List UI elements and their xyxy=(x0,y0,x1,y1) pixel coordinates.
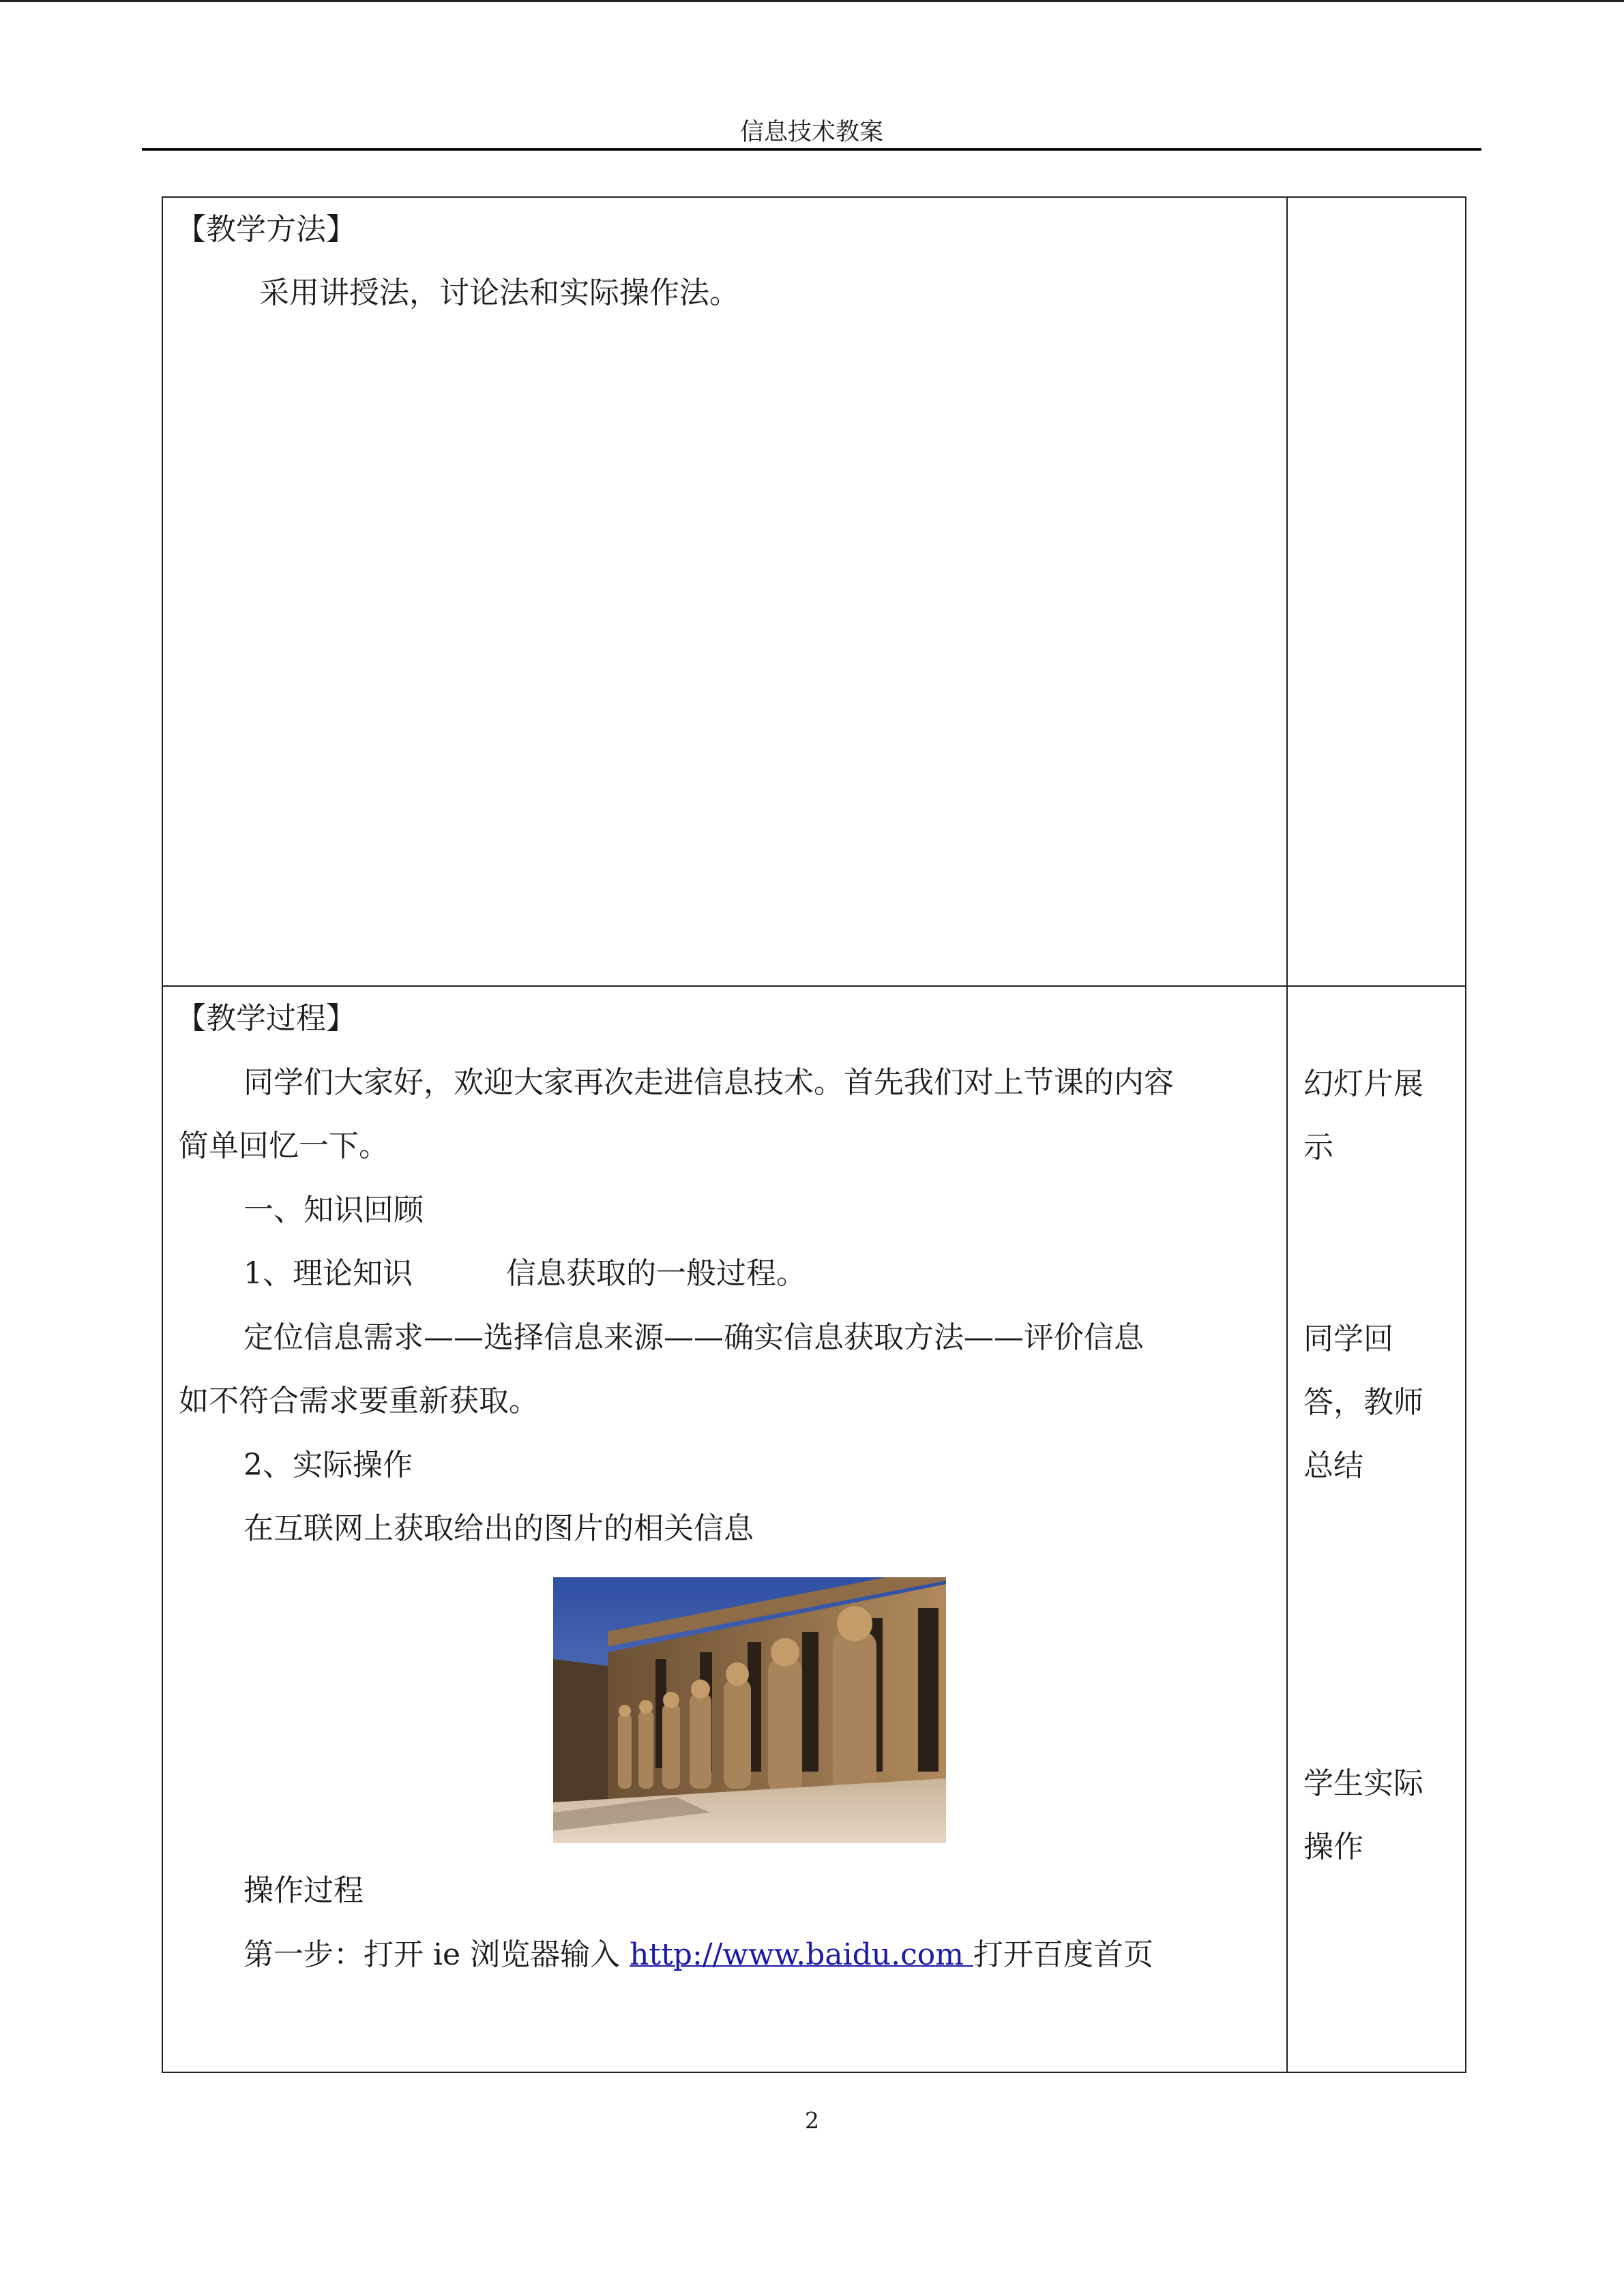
step1-suffix: 打开百度首页 xyxy=(973,1937,1153,1972)
side-note-answer-line3: 总结 xyxy=(1303,1448,1363,1483)
side-note-slides-line1: 幻灯片展 xyxy=(1303,1067,1423,1101)
process-intro-line2: 简单回忆一下。 xyxy=(179,1129,389,1163)
process-steps-line1: 定位信息需求——选择信息来源——确实信息获取方法——评价信息 xyxy=(243,1320,1144,1355)
side-note-slides-line2: 示 xyxy=(1303,1130,1333,1165)
operation-title: 操作过程 xyxy=(243,1873,364,1908)
baidu-link[interactable]: http://www.baidu.com xyxy=(630,1937,973,1972)
methods-heading: 【教学方法】 xyxy=(176,212,356,247)
side-note-practice xyxy=(1303,1752,1460,1879)
theory-label: 1、理论知识 xyxy=(243,1256,413,1291)
table-row-divider xyxy=(162,985,1466,987)
side-note-slides xyxy=(1303,1052,1460,1179)
step1-line xyxy=(243,1937,1153,1972)
page-number: 2 xyxy=(805,2107,819,2134)
theory-text: 信息获取的一般过程。 xyxy=(506,1256,806,1291)
side-note-practice-line2: 操作 xyxy=(1303,1830,1363,1864)
temple-statues-photo xyxy=(553,1577,946,1843)
process-heading: 【教学过程】 xyxy=(176,1001,356,1036)
page-top-border xyxy=(0,0,1624,2)
table-column-divider xyxy=(1286,196,1288,2073)
side-note-answer xyxy=(1303,1307,1460,1497)
practice-title: 2、实际操作 xyxy=(243,1448,413,1482)
process-steps-line2: 如不符合需求要重新获取。 xyxy=(179,1384,539,1418)
methods-text: 采用讲授法，讨论法和实际操作法。 xyxy=(259,275,739,310)
header-rule xyxy=(142,148,1481,151)
side-note-practice-line1: 学生实际 xyxy=(1303,1766,1423,1801)
step1-prefix: 第一步：打开 ie 浏览器输入 xyxy=(243,1937,630,1972)
practice-text: 在互联网上获取给出的图片的相关信息 xyxy=(243,1511,754,1546)
page-header-title: 信息技术教案 xyxy=(739,119,883,146)
side-note-answer-line1: 同学回 xyxy=(1303,1322,1393,1356)
side-note-answer-line2: 答，教师 xyxy=(1303,1385,1423,1420)
review-title: 一、知识回顾 xyxy=(243,1193,424,1227)
process-intro-line1: 同学们大家好，欢迎大家再次走进信息技术。首先我们对上节课的内容 xyxy=(243,1065,1174,1100)
